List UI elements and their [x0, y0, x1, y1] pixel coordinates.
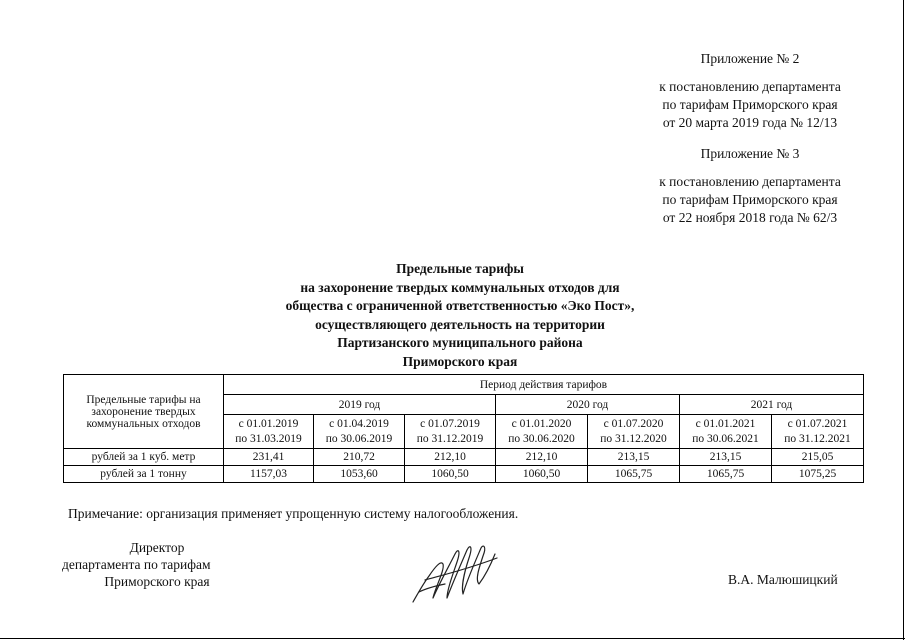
value-cell: 1065,75 [680, 466, 772, 483]
value-cell: 1075,25 [772, 466, 864, 483]
title-line: осуществляющего деятельность на территории [315, 316, 605, 332]
annex-line: по тарифам Приморского края [662, 192, 838, 207]
handwritten-signature [405, 540, 505, 611]
tariff-table [63, 374, 864, 483]
signature-scribble [405, 540, 505, 606]
value-cell: 212,10 [405, 449, 496, 466]
scan-edge-right [903, 0, 904, 640]
table-row [64, 449, 864, 466]
value-cell: 231,41 [224, 449, 314, 466]
period-header: Период действия тарифов [224, 375, 864, 395]
year-header-2020: 2020 год [496, 395, 680, 415]
position-line: Приморского края [104, 574, 210, 589]
annex-line: к постановлению департамента [659, 79, 841, 94]
annex-line: от 20 марта 2019 года № 12/13 [662, 115, 838, 130]
scan-edge-bottom [0, 638, 905, 639]
position-line: департамента по тарифам [62, 557, 211, 572]
annex-number: Приложение № 2 [700, 51, 800, 66]
annex-number: Приложение № 3 [700, 146, 800, 161]
period-cell: с 01.01.2020 по 30.06.2020 [496, 415, 588, 449]
title-line: на захоронение твердых коммунальных отходов для [300, 279, 620, 295]
document-title [190, 260, 730, 371]
value-cell: 1060,50 [496, 466, 588, 483]
value-cell: 213,15 [680, 449, 772, 466]
signatory-name: В.А. Малюшицкий [728, 572, 838, 587]
annex-line: от 22 ноября 2018 года № 62/3 [662, 210, 838, 225]
annex-block-1 [600, 50, 900, 132]
value-cell: 213,15 [588, 449, 680, 466]
title-line: Приморского края [402, 353, 518, 369]
annex-block-2 [600, 145, 900, 227]
tax-note: Примечание: организация применяет упрощенную систему налогообложения. [68, 506, 519, 521]
value-cell: 1157,03 [224, 466, 314, 483]
period-cell: с 01.04.2019 по 30.06.2019 [314, 415, 405, 449]
title-line: общества с ограниченной ответственностью «Эко Пост», [285, 298, 635, 313]
value-cell: 1053,60 [314, 466, 405, 483]
value-cell: 1060,50 [405, 466, 496, 483]
row-label: рублей за 1 тонну [64, 466, 224, 483]
table-row [64, 466, 864, 483]
period-cell: с 01.07.2019 по 31.12.2019 [405, 415, 496, 449]
annex-line: по тарифам Приморского края [662, 97, 838, 112]
value-cell: 1065,75 [588, 466, 680, 483]
row-header-cell: Предельные тарифы на захоронение твердых коммунальных отходов [64, 375, 224, 449]
value-cell: 212,10 [496, 449, 588, 466]
period-cell: с 01.01.2021 по 30.06.2021 [680, 415, 772, 449]
value-cell: 210,72 [314, 449, 405, 466]
row-label: рублей за 1 куб. метр [64, 449, 224, 466]
annex-line: к постановлению департамента [659, 174, 841, 189]
signatory-position [62, 539, 252, 590]
position-line: Директор [129, 540, 185, 555]
year-header-2021: 2021 год [680, 395, 864, 415]
period-cell: с 01.07.2021 по 31.12.2021 [772, 415, 864, 449]
title-line: Партизанского муниципального района [337, 335, 583, 350]
value-cell: 215,05 [772, 449, 864, 466]
year-header-2019: 2019 год [224, 395, 496, 415]
title-line: Предельные тарифы [396, 261, 524, 276]
period-cell: с 01.07.2020 по 31.12.2020 [588, 415, 680, 449]
period-cell: с 01.01.2019 по 31.03.2019 [224, 415, 314, 449]
